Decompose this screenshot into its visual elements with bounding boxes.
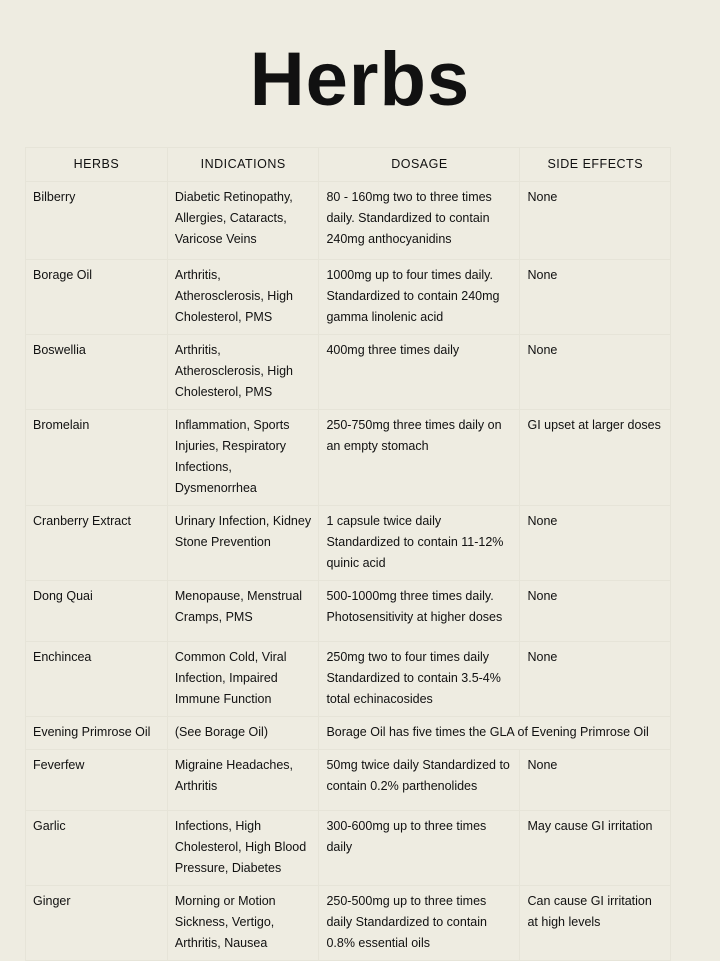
table-row: [26, 886, 671, 961]
side-effects-cell: None: [520, 642, 671, 717]
indications-cell: (See Borage Oil): [167, 717, 319, 750]
table-row: [26, 750, 671, 811]
dosage-cell: 400mg three times daily: [319, 335, 520, 410]
indications-cell: Inflammation, Sports Injuries, Respiratory Infections, Dysmenorrhea: [167, 410, 319, 506]
page-title: Herbs: [249, 37, 471, 122]
side-effects-cell: None: [520, 506, 671, 581]
table-row: [26, 260, 671, 335]
dosage-cell: 250-750mg three times daily on an empty stomach: [319, 410, 520, 506]
indications-cell: Arthritis, Atherosclerosis, High Cholesterol, PMS: [167, 335, 319, 410]
dosage-cell: 1000mg up to four times daily. Standardized to contain 240mg gamma linolenic acid: [319, 260, 520, 335]
herb-cell: Garlic: [26, 811, 168, 886]
herb-cell: Feverfew: [26, 750, 168, 811]
herb-cell: Dong Quai: [26, 581, 168, 642]
side-effects-cell: Can cause GI irritation at high levels: [520, 886, 671, 961]
dosage-cell: 500-1000mg three times daily. Photosensitivity at higher doses: [319, 581, 520, 642]
table-row: [26, 182, 671, 260]
indications-cell: Infections, High Cholesterol, High Blood Pressure, Diabetes: [167, 811, 319, 886]
indications-cell: Urinary Infection, Kidney Stone Prevention: [167, 506, 319, 581]
herb-cell: Cranberry Extract: [26, 506, 168, 581]
side-effects-cell: None: [520, 260, 671, 335]
table-row: [26, 642, 671, 717]
dosage-cell: 50mg twice daily Standardized to contain 0.2% parthenolides: [319, 750, 520, 811]
herb-cell: Enchincea: [26, 642, 168, 717]
column-header-indications: INDICATIONS: [167, 148, 319, 182]
herb-cell: Boswellia: [26, 335, 168, 410]
herb-cell: Bromelain: [26, 410, 168, 506]
herb-cell: Borage Oil: [26, 260, 168, 335]
dosage-cell: 80 - 160mg two to three times daily. Standardized to contain 240mg anthocyanidins: [319, 182, 520, 260]
table-row: [26, 410, 671, 506]
indications-cell: Menopause, Menstrual Cramps, PMS: [167, 581, 319, 642]
side-effects-cell: None: [520, 335, 671, 410]
indications-cell: Arthritis, Atherosclerosis, High Cholesterol, PMS: [167, 260, 319, 335]
herbs-table: [25, 147, 671, 961]
dosage-cell: 300-600mg up to three times daily: [319, 811, 520, 886]
table-row: [26, 811, 671, 886]
table-row: [26, 717, 671, 750]
side-effects-cell: GI upset at larger doses: [520, 410, 671, 506]
herb-cell: Evening Primrose Oil: [26, 717, 168, 750]
indications-cell: Diabetic Retinopathy, Allergies, Cataracts, Varicose Veins: [167, 182, 319, 260]
herb-cell: Ginger: [26, 886, 168, 961]
dosage-cell: 250-500mg up to three times daily Standardized to contain 0.8% essential oils: [319, 886, 520, 961]
column-header-herbs: HERBS: [26, 148, 168, 182]
column-header-side-effects: SIDE EFFECTS: [520, 148, 671, 182]
indications-cell: Migraine Headaches, Arthritis: [167, 750, 319, 811]
table-header-row: [26, 148, 671, 182]
column-header-dosage: DOSAGE: [319, 148, 520, 182]
side-effects-cell: None: [520, 581, 671, 642]
indications-cell: Morning or Motion Sickness, Vertigo, Arthritis, Nausea: [167, 886, 319, 961]
dosage-cell: 1 capsule twice daily Standardized to contain 11-12% quinic acid: [319, 506, 520, 581]
table-row: [26, 506, 671, 581]
side-effects-cell: None: [520, 182, 671, 260]
herb-cell: Bilberry: [26, 182, 168, 260]
dosage-cell: 250mg two to four times daily Standardized to contain 3.5-4% total echinacosides: [319, 642, 520, 717]
side-effects-cell: None: [520, 750, 671, 811]
indications-cell: Common Cold, Viral Infection, Impaired Immune Function: [167, 642, 319, 717]
table-row: [26, 581, 671, 642]
table-row: [26, 335, 671, 410]
note-cell: Borage Oil has five times the GLA of Evening Primrose Oil: [319, 717, 671, 750]
side-effects-cell: May cause GI irritation: [520, 811, 671, 886]
